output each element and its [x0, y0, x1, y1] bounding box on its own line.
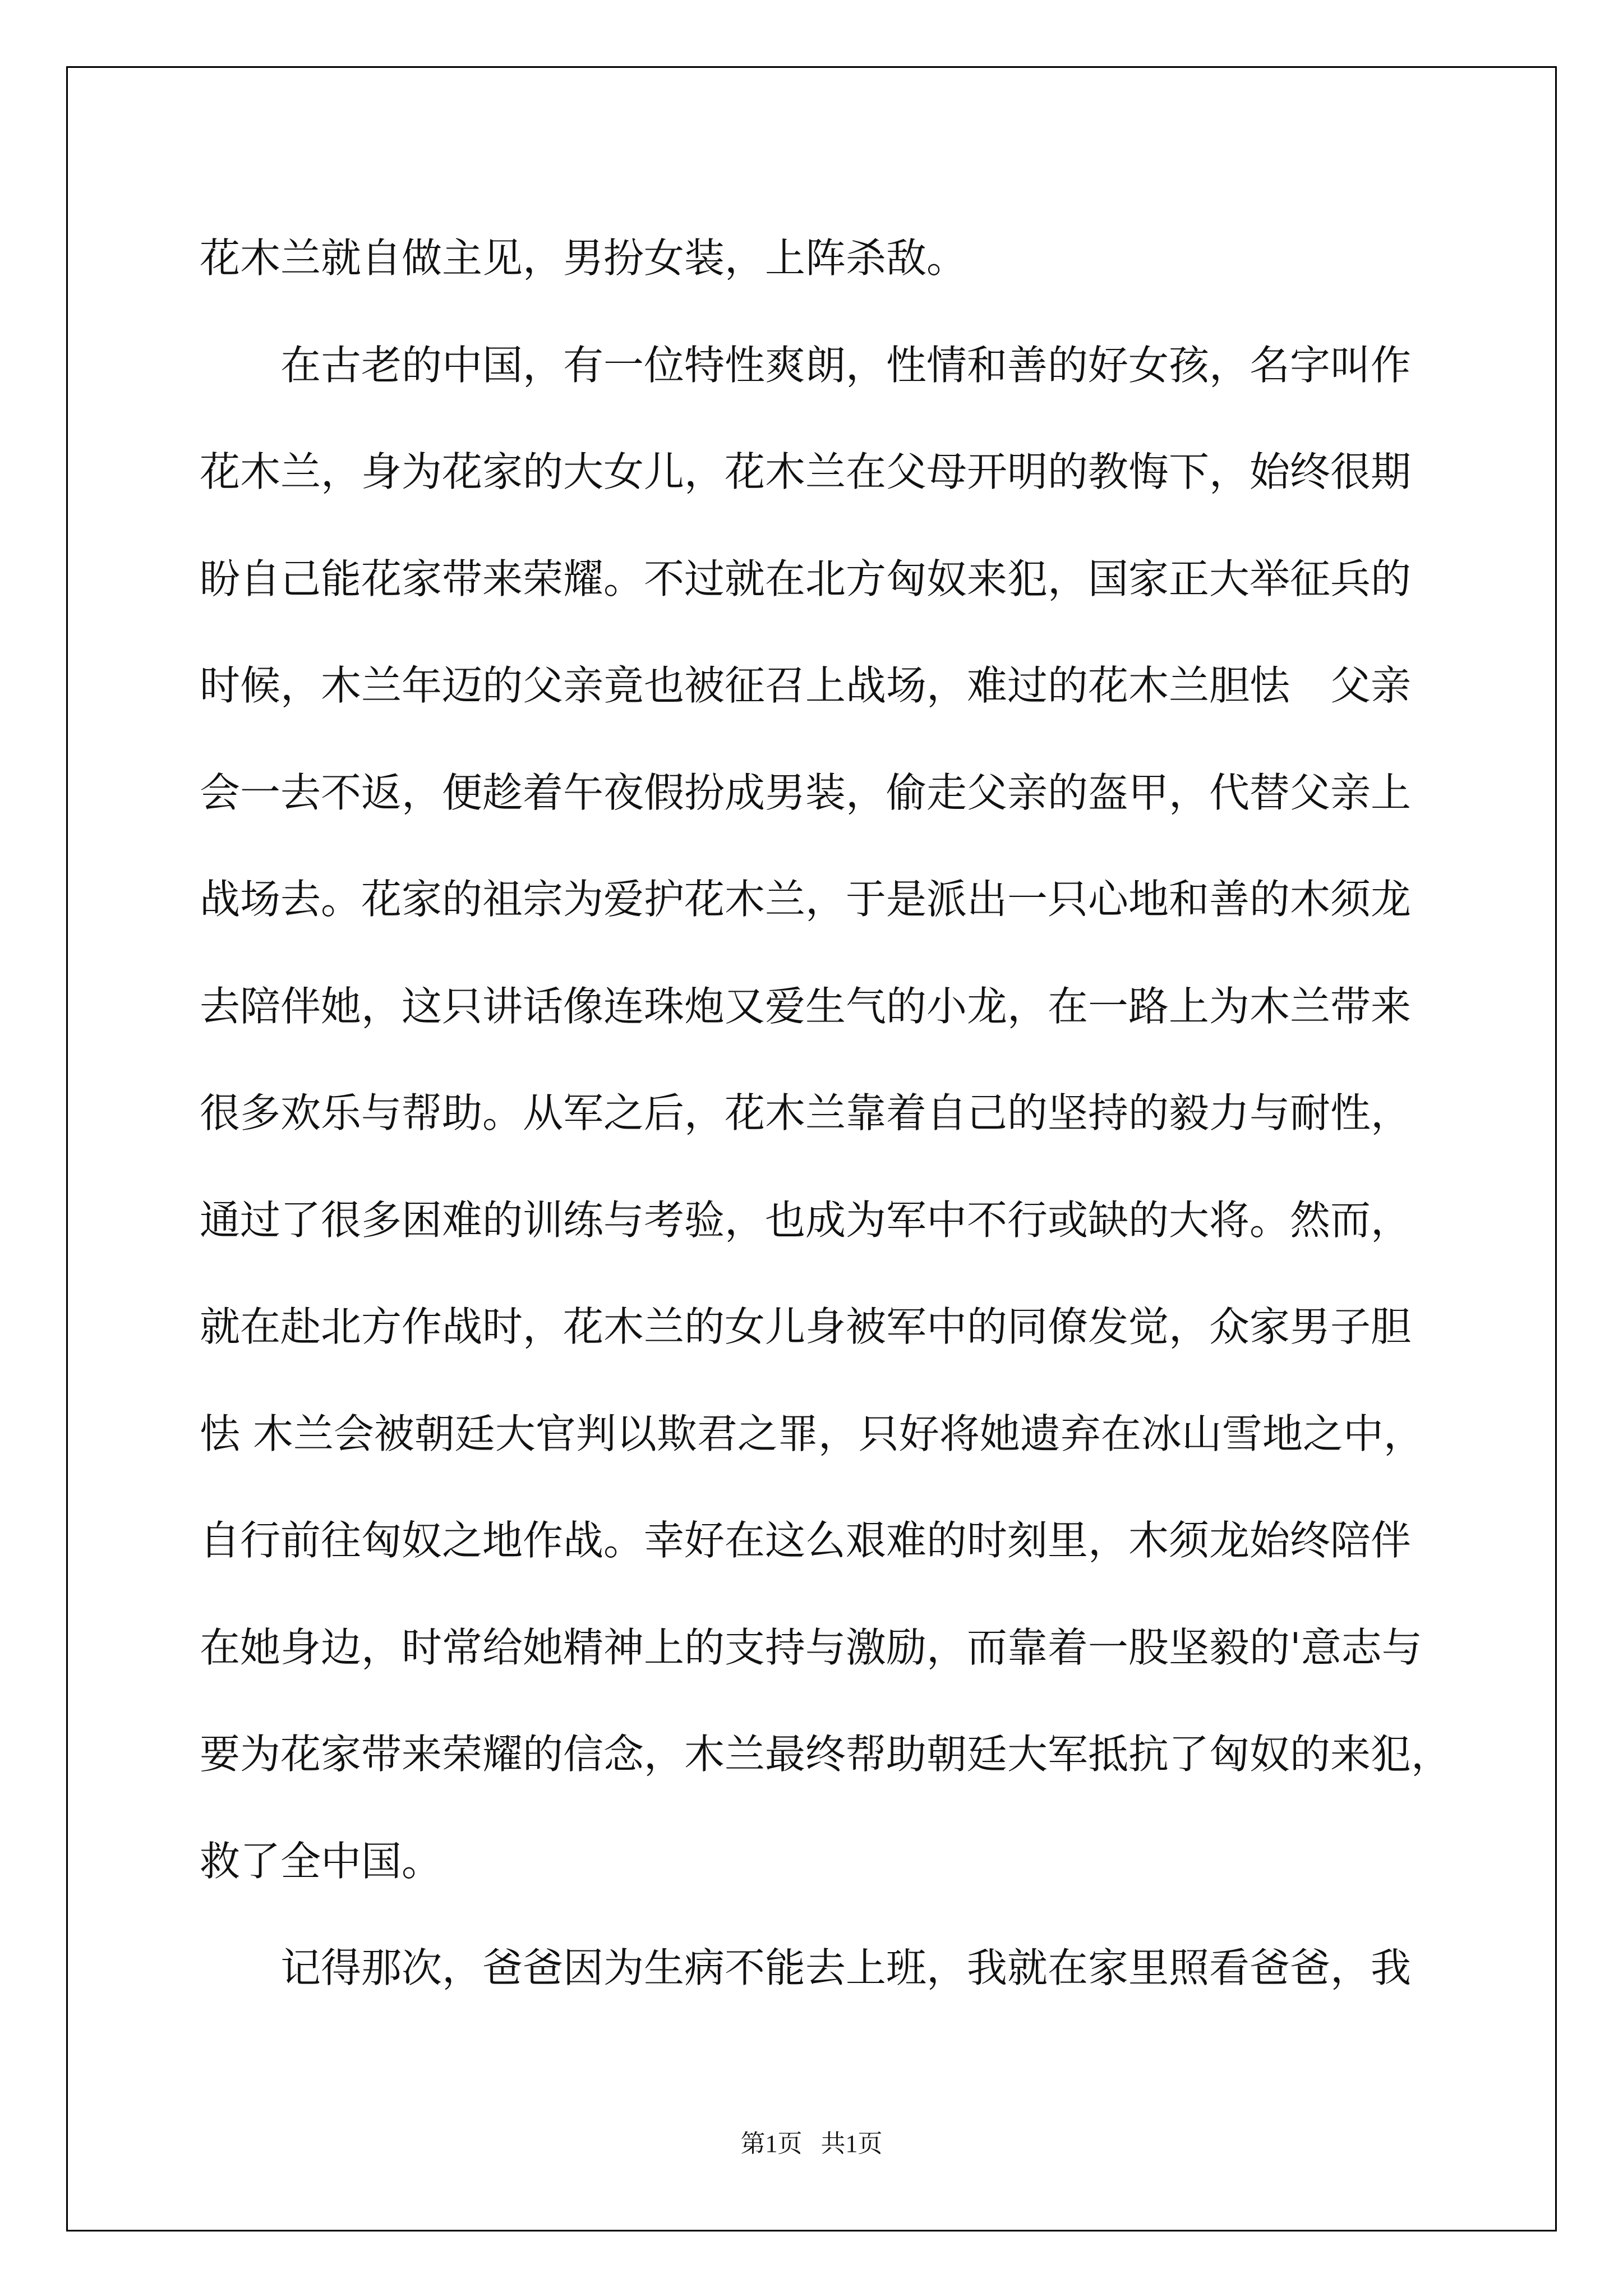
- text-line: 通过了很多困难的训练与考验，也成为军中不行或缺的大将。然而，: [200, 1196, 1412, 1244]
- text-line: 救了全中国。: [200, 1837, 442, 1885]
- text-line: 很多欢乐与帮助。从军之后，花木兰靠着自己的坚持的毅力与耐性，: [200, 1089, 1412, 1137]
- text-line: 在她身边，时常给她精神上的支持与激励，而靠着一股坚毅的'意志与: [200, 1623, 1422, 1671]
- text-line: 自行前往匈奴之地作战。幸好在这么艰难的时刻里，木须龙始终陪伴: [200, 1517, 1412, 1564]
- text-line: 要为花家带来荣耀的信念，木兰最终帮助朝廷大军抵抗了匈奴的来犯，: [200, 1731, 1452, 1778]
- text-line: 就在赴北方作战时，花木兰的女儿身被军中的同僚发觉，众家男子胆: [200, 1303, 1412, 1350]
- document-body: [200, 205, 1452, 2022]
- text-line: 盼自己能花家带来荣耀。不过就在北方匈奴来犯，国家正大举征兵的: [200, 555, 1412, 602]
- text-line: 在古老的中国，有一位特性爽朗，性情和善的好女孩，名字叫作: [280, 341, 1412, 389]
- page-footer: 第1页 共1页: [740, 2130, 883, 2157]
- text-line: 去陪伴她，这只讲话像连珠炮又爱生气的小龙，在一路上为木兰带来: [200, 982, 1412, 1030]
- text-line: 怯 木兰会被朝廷大官判以欺君之罪，只好将她遗弃在冰山雪地之中，: [200, 1410, 1424, 1457]
- text-line: 记得那次，爸爸因为生病不能去上班，我就在家里照看爸爸，我: [280, 1944, 1412, 1991]
- text-line: 花木兰，身为花家的大女儿，花木兰在父母开明的教悔下，始终很期: [200, 448, 1412, 495]
- text-line: 会一去不返，便趁着午夜假扮成男装，偷走父亲的盔甲，代替父亲上: [200, 769, 1412, 816]
- text-line: 战场去。花家的祖宗为爱护花木兰，于是派出一只心地和善的木须龙: [200, 876, 1412, 923]
- text-line: 时候，木兰年迈的父亲竟也被征召上战场，难过的花木兰胆怯 父亲: [200, 662, 1412, 709]
- text-line: 花木兰就自做主见，男扮女装，上阵杀敌。: [200, 234, 967, 282]
